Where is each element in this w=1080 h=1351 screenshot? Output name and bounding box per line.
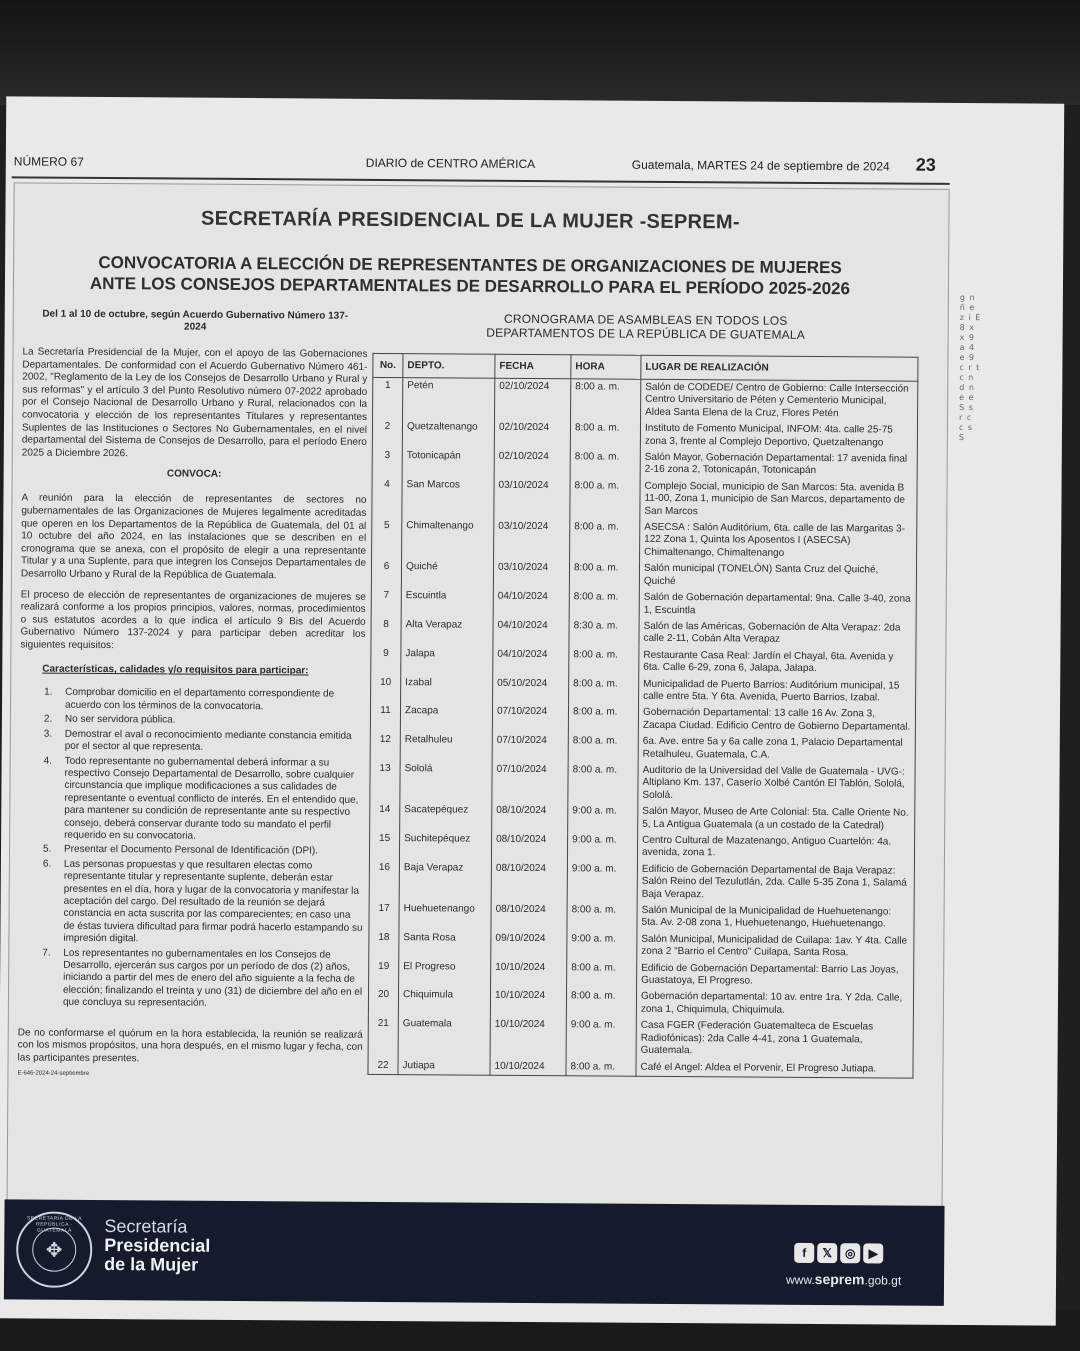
process-paragraph: El proceso de elección de representantes de organizaciones de mujeres se realizará conforme a los propios principios, valores, normas, procedimientos o sus estatutos acordes a lo que indica el artículo 9 Bis del Acuerdo Gubernativo Número 137-2024 y para participar deben acreditar los siguientes requisitos: (20, 588, 366, 651)
table-row (372, 448, 917, 481)
requirement-text: No ser servidora pública. (64, 714, 176, 726)
cell-lugar: Restaurante Casa Real: Jardín el Chayal, 6ta. Avenida y 6ta. Calle 6-29, zona 6, Jalapa, Jalapa. (639, 647, 916, 678)
brand-line2: Presidencial (104, 1235, 211, 1256)
schedule-rows (368, 377, 918, 1078)
coat-of-arms-icon: ✥ (32, 1228, 76, 1272)
date-subheading: Del 1 al 10 de octubre, según Acuerdo Gubernativo Número 137-2024 (42, 308, 349, 333)
x-twitter-icon[interactable]: 𝕏 (817, 1243, 837, 1263)
call-title-line2: ANTE LOS CONSEJOS DEPARTAMENTALES DE DESARROLLO PARA EL PERÍODO 2025-2026 (89, 273, 851, 299)
cell-no: 3 (372, 448, 402, 477)
cell-lugar: Salón Municipal de la Municipalidad de Huehuetenango: 5ta. Av. 2-08 zona 1, Huehuetenango, Huehuetenango. (637, 903, 914, 934)
requirement-item (19, 844, 364, 859)
youtube-icon[interactable]: ▶ (863, 1243, 883, 1263)
cell-hora: 8:00 a. m. (567, 960, 637, 989)
requirements-list (18, 687, 365, 1012)
cell-no: 9 (371, 646, 401, 675)
cell-no: 6 (371, 559, 401, 588)
call-title-line1: CONVOCATORIA A ELECCIÓN DE REPRESENTANTES DE ORGANIZACIONES DE MUJERES (98, 252, 842, 278)
schedule-title-line1: CRONOGRAMA DE ASAMBLEAS EN TODOS LOS (503, 311, 788, 328)
cell-no: 13 (370, 761, 400, 802)
newspaper-name: DIARIO de CENTRO AMÉRICA (365, 155, 536, 172)
cell-fecha: 03/10/2024 (493, 560, 569, 589)
cell-depto: Santa Rosa (399, 930, 491, 959)
cell-hora: 9:00 a. m. (567, 861, 637, 903)
requirement-number: 3. (43, 728, 53, 740)
margin-text: g n ñ e z i E 8 x x 9 a 4 e 9 c r t c n d n e e S s r c c s S (958, 292, 982, 443)
cell-fecha: 03/10/2024 (494, 478, 570, 520)
cell-no: 2 (372, 419, 402, 448)
cell-no: 15 (369, 831, 399, 860)
cell-depto: Jalapa (401, 646, 493, 675)
requirement-number: 4. (43, 755, 53, 767)
cell-fecha: 10/10/2024 (490, 1017, 566, 1059)
table-row (373, 377, 918, 423)
cell-depto: Sacatepéquez (400, 802, 492, 831)
publication-code: E-646-2024-24-septiembre (17, 1070, 90, 1078)
requirement-item (19, 755, 365, 844)
schedule-title-line2: DEPARTAMENTOS DE LA REPÚBLICA DE GUATEMALA (486, 325, 806, 342)
meeting-paragraph: A reunión para la elección de representantes de sectores no gubernamentales de las Organizaciones de Mujeres legalmente acreditadas que operen en los Departamentos de la República de Guatemala, del 01 al 10 octubre del año 2024, en las instalaciones que se describen en el cronograma que se anexa, con el propósito de elegir a una representante Titular y a una Suplente, para que integren los Consejos Departamentales de Desarrollo Urbano y Rural de la República de Guatemala. (20, 492, 367, 582)
cell-depto: Quiché (401, 559, 493, 588)
cell-no: 18 (369, 930, 399, 959)
cell-hora: 8:00 a. m. (570, 449, 640, 478)
cell-lugar: ASECSA : Salón Auditórium, 6ta. calle de las Margaritas 3-122 Zona 1, Quinta los Aposentos I (ASECSA) Chimaltenango, Chimaltenango (640, 520, 917, 563)
cell-fecha: 10/10/2024 (490, 988, 566, 1017)
cell-no: 10 (371, 674, 401, 703)
requirement-number: 2. (43, 713, 53, 725)
facebook-icon[interactable]: f (794, 1243, 814, 1263)
cell-no: 4 (372, 477, 402, 518)
brand-line1: Secretaría (104, 1216, 188, 1237)
cell-lugar: Gobernación departamental: 10 av. entre 1ra. Y 2da. Calle, zona 1, Chiquimula, Chiquimula. (636, 989, 913, 1020)
requirement-text: Todo representante no gubernamental deberá informar a su respectivo Consejo Departamental de Desarrollo, sobre cualquier circunstancia que implique modificaciones a sus calidades de representante o eventual conflicto de interés. En el entendido que, para mantener su condición de representante ante su respectivo consejo, deberá conservar durante todo su mandato el perfil requerido en su convocatoria. (64, 755, 359, 842)
cell-depto: Guatemala (398, 1016, 490, 1058)
cell-lugar: Edificio de Gobernación Departamental: Barrio Las Joyas, Guastatoya, El Progreso. (637, 960, 914, 991)
requirement-number: 6. (42, 858, 52, 870)
requirement-number: 7. (42, 947, 51, 959)
table-row (369, 831, 914, 864)
cell-depto: El Progreso (399, 959, 491, 988)
table-row (368, 1016, 913, 1061)
cell-lugar: Salón de CODEDE/ Centro de Gobierno: Calle Intersección Centro Universitario de Péten y Cementerio Municipal, Aldea Santa Elena de la Cruz, Flores Petén (641, 379, 918, 423)
cell-fecha: 08/10/2024 (491, 861, 567, 903)
website-main: seprem (814, 1270, 865, 1288)
cell-fecha: 07/10/2024 (492, 762, 568, 804)
footer-banner (4, 1199, 945, 1306)
convoca-heading: CONVOCA: (166, 468, 222, 481)
cell-no: 5 (372, 518, 402, 559)
cell-hora: 8:00 a. m. (570, 519, 640, 561)
cell-depto: Totonicapán (402, 448, 494, 477)
cell-fecha: 04/10/2024 (493, 618, 569, 647)
instagram-icon[interactable]: ◎ (840, 1243, 860, 1263)
cell-depto: Chiquimula (398, 988, 490, 1017)
table-row (371, 588, 916, 621)
cell-depto: Petén (403, 378, 495, 420)
issue-number: NÚMERO 67 (13, 154, 84, 169)
cell-depto: Jutiapa (398, 1058, 490, 1076)
cell-no: 22 (368, 1057, 398, 1074)
table-row (369, 959, 914, 992)
requirement-text: Las personas propuestas y que resultaren electas como representante titular y representante suplente, deberán estar presentes en el día, hora y lugar de la convocatoria y manifestar la aceptación del cargo. Del resultado de la reunión se dejará constancia en acta suscrita por las comparecientes; en caso una de éstas tuviera dificultad para firmar podrá hacerlo estampando su impresión digital. (63, 858, 363, 945)
column-header-hora: HORA (571, 355, 641, 379)
cell-hora: 8:00 a. m. (568, 705, 638, 734)
cell-lugar: Salón Mayor, Museo de Arte Colonial: 5ta. Calle Oriente No. 5, La Antigua Guatemala (a un costado de la Catedral) (638, 804, 915, 835)
issue-date: Guatemala, MARTES 24 de septiembre de 2024 (631, 157, 890, 174)
cell-fecha: 05/10/2024 (493, 675, 569, 704)
cell-no: 21 (368, 1016, 398, 1057)
requirement-item (20, 687, 365, 714)
cell-fecha: 08/10/2024 (492, 803, 568, 832)
table-row (371, 646, 916, 679)
cell-lugar: Salón de Gobernación departamental: 9na. Calle 3-40, zona 1, Escuintla (639, 590, 916, 621)
cell-fecha: 08/10/2024 (491, 902, 567, 931)
call-title (5, 251, 935, 299)
cell-depto: Baja Verapaz (399, 860, 491, 902)
cell-lugar: Instituto de Fomento Municipal, INFOM: 4ta. calle 25-75 zona 3, frente al Complejo Deportivo, Quetzaltenango (640, 421, 917, 452)
cell-hora: 8:00 a. m. (569, 561, 639, 590)
quorum-paragraph: De no conformarse el quórum en la hora establecida, la reunión se realizará con los mismos propósitos, una hora después, en el mismo lugar y fecha, con las participantes presentes. (17, 1027, 363, 1065)
cell-hora: 9:00 a. m. (567, 931, 637, 960)
cell-fecha: 04/10/2024 (493, 589, 569, 618)
cell-lugar: Gobernación Departamental: 13 calle 16 Av. Zona 3, Zacapa Ciudad. Edificio Centro de Gobierno Departamental. (638, 705, 915, 736)
cell-fecha: 07/10/2024 (492, 733, 568, 762)
cell-lugar: Salón de las Américas, Gobernación de Alta Verapaz: 2da calle 2-11, Cobán Alta Verapaz (639, 619, 916, 650)
requirement-text: Demostrar el aval o reconocimiento mediante constancia emitida por el sector al que representa. (64, 728, 352, 753)
cell-hora: 8:00 a. m. (568, 762, 638, 804)
notice-text-column (17, 308, 367, 1079)
seal-lettering: SECRETARÍA DE LA REPÚBLICA · GUATEMALA (26, 1215, 83, 1234)
cell-hora: 8:30 a. m. (569, 618, 639, 647)
cell-lugar: Salón Municipal, Municipalidad de Cuilapa: 1av. Y 4ta. Calle zona 2 "Barrio el Centro" Cuilapa, Santa Rosa. (637, 932, 914, 963)
table-row (372, 518, 917, 563)
table-row (371, 674, 916, 707)
cell-depto: Quetzaltenango (402, 419, 494, 448)
cell-depto: Izabal (401, 675, 493, 704)
cell-depto: San Marcos (402, 477, 494, 519)
cell-lugar: 6a. Ave. entre 5a y 6a calle zona 1, Palacio Departamental Retalhuleu, Guatemala, C.A. (638, 734, 915, 765)
website-prefix: www. (785, 1272, 815, 1287)
org-title: SECRETARÍA PRESIDENCIAL DE LA MUJER -SEPREM- (200, 207, 740, 234)
cell-hora: 8:00 a. m. (568, 733, 638, 762)
cell-fecha: 10/10/2024 (490, 1058, 566, 1075)
cell-fecha: 08/10/2024 (491, 832, 567, 861)
schedule-table (367, 353, 918, 1079)
cell-hora: 8:00 a. m. (570, 420, 640, 449)
column-header-lugar: LUGAR DE REALIZACIÓN (641, 355, 918, 381)
cell-fecha: 02/10/2024 (494, 420, 570, 449)
cell-no: 19 (369, 959, 399, 988)
cell-lugar: Centro Cultural de Mazatenango, Antiguo Cuartelón: 4a. avenida, zona 1. (637, 833, 914, 864)
cell-fecha: 03/10/2024 (494, 519, 570, 561)
cell-lugar: Edificio de Gobernación Departamental de Baja Verapaz: Salón Reino del Tezulutlán, 2da. Calle 5-35 Zona 1, Salamá Baja Verapaz. (637, 862, 914, 905)
requirement-number: 1. (44, 687, 53, 699)
cell-fecha: 02/10/2024 (495, 378, 571, 420)
cell-hora: 9:00 a. m. (566, 1018, 636, 1060)
cell-hora: 8:00 a. m. (570, 478, 640, 520)
cell-hora: 8:00 a. m. (569, 676, 639, 705)
cell-lugar: Salón municipal (TONELÓN) Santa Cruz del Quiché, Quiché (639, 561, 916, 592)
table-row (369, 930, 914, 963)
social-icons (794, 1243, 883, 1264)
guatemala-seal-logo (16, 1211, 93, 1288)
cell-hora: 8:00 a. m. (571, 379, 641, 421)
cell-depto: Zacapa (400, 703, 492, 732)
cell-lugar: Salón Mayor, Gobernación Departamental: 17 avenida final 2-16 zona 2, Totonicapán, Totonicapán (640, 450, 917, 481)
cell-no: 12 (370, 732, 400, 761)
table-row (371, 617, 916, 650)
cell-hora: 8:00 a. m. (569, 647, 639, 676)
cell-depto: Sololá (400, 761, 492, 803)
cell-no: 7 (371, 588, 401, 617)
requirement-item (20, 728, 365, 755)
requirement-text: Presentar el Documento Personal de Identificación (DPI). (63, 844, 319, 857)
cell-no: 16 (369, 860, 399, 901)
table-row (368, 1057, 913, 1078)
cell-depto: Chimaltenango (402, 518, 494, 560)
table-row (371, 559, 916, 592)
cell-lugar: Casa FGER (Federación Guatemalteca de Escuelas Radiofónicas): 2da Calle 4-41, zona 1 Guatemala, Guatemala. (636, 1018, 913, 1061)
cell-fecha: 04/10/2024 (493, 646, 569, 675)
page-number: 23 (915, 154, 936, 175)
requirements-heading: Características, calidades y/o requisitos para participar: (42, 664, 309, 677)
cell-hora: 8:00 a. m. (566, 1059, 636, 1076)
table-row (369, 860, 914, 905)
requirement-number: 5. (42, 843, 52, 855)
cell-no: 8 (371, 617, 401, 646)
table-row (370, 802, 915, 835)
cell-fecha: 10/10/2024 (491, 959, 567, 988)
website-suffix: .gob.gt (864, 1273, 902, 1288)
table-row (370, 761, 915, 806)
page-header (14, 148, 944, 178)
requirement-item (18, 858, 364, 947)
cell-no: 1 (373, 377, 403, 419)
cell-no: 17 (369, 901, 399, 930)
cell-lugar: Auditorio de la Universidad del Valle de Guatemala - UVG-: Altiplano Km. 137, Caserío Xolbé Cantón El Tablón, Sololá, Sololá. (638, 763, 915, 806)
requirement-item (20, 714, 365, 729)
seprem-logo (104, 1217, 210, 1275)
column-header-no: No. (373, 353, 403, 377)
cell-fecha: 07/10/2024 (492, 704, 568, 733)
requirement-item (18, 947, 363, 1011)
column-header-depto: DEPTO. (403, 354, 495, 379)
cell-no: 14 (370, 802, 400, 831)
table-row (370, 703, 915, 736)
newspaper-page (0, 96, 1064, 1325)
website-link[interactable] (786, 1271, 901, 1288)
table-row (372, 419, 917, 452)
cell-depto: Retalhuleu (400, 732, 492, 761)
cell-hora: 9:00 a. m. (568, 803, 638, 832)
schedule-column (367, 311, 918, 1079)
cell-fecha: 02/10/2024 (494, 449, 570, 478)
background-top (0, 0, 1080, 105)
column-header-fecha: FECHA (495, 354, 571, 379)
cell-hora: 8:00 a. m. (566, 989, 636, 1018)
cell-depto: Suchitepéquez (399, 831, 491, 860)
table-row (370, 732, 915, 765)
requirement-text: Los representantes no gubernamentales en los Consejos de Desarrollo, ejercerán sus cargos por un período de dos (2) años, iniciando a partir del mes de enero del año siguiente a la fecha de elección; finalizando el treinta y uno (31) de diciembre del año en el que concluya su representación. (62, 947, 363, 1009)
intro-paragraph: La Secretaría Presidencial de la Mujer, con el apoyo de las Gobernaciones Departamentales. De conformidad con el Acuerdo Gubernativo Número 461-2002, "Reglamento de la Ley de los Consejos de Desarrollo Urbano y Rural y sus reformas" y el artículo 3 del Punto Resolutivo número 07-2022 aprobado por el Consejo Nacional de Desarrollo Urbano y Rural, relacionados con la convocatoria y elección de los representantes Titulares y representantes Suplentes de las Instituciones o Sectores No Gubernamentales, en el nivel departamental del Sistema de Consejos de Desarrollo, para el período Enero 2025 a Diciembre 2026. (21, 346, 368, 459)
cell-lugar: Municipalidad de Puerto Barrios: Auditórium municipal, 15 calle entre 5ta. Y 6ta. Avenida, Puerto Barrios, Izabal. (639, 676, 916, 707)
cell-lugar: Café el Angel: Aldea el Porvenir, El Progreso Jutiapa. (636, 1059, 913, 1078)
cell-hora: 8:00 a. m. (569, 589, 639, 618)
cell-depto: Alta Verapaz (401, 617, 493, 646)
cell-hora: 8:00 a. m. (567, 902, 637, 931)
cell-depto: Huehuetenango (399, 901, 491, 930)
schedule-title (373, 311, 919, 343)
brand-line3: de la Mujer (104, 1254, 199, 1275)
cell-lugar: Complejo Social, municipio de San Marcos: 5ta. avenida B 11-00, Zona 1, municipio de San Marcos, departamento de San Marcos (640, 479, 917, 522)
table-row (369, 901, 914, 934)
requirement-text: Comprobar domicilio en el departamento correspondiente de acuerdo con los términos de la convocatoria. (64, 687, 335, 713)
table-row (368, 987, 913, 1020)
cell-no: 20 (368, 987, 398, 1016)
cell-no: 11 (370, 703, 400, 732)
table-row (372, 477, 917, 522)
cell-depto: Escuintla (401, 588, 493, 617)
cell-fecha: 09/10/2024 (491, 931, 567, 960)
cell-hora: 9:00 a. m. (567, 832, 637, 861)
